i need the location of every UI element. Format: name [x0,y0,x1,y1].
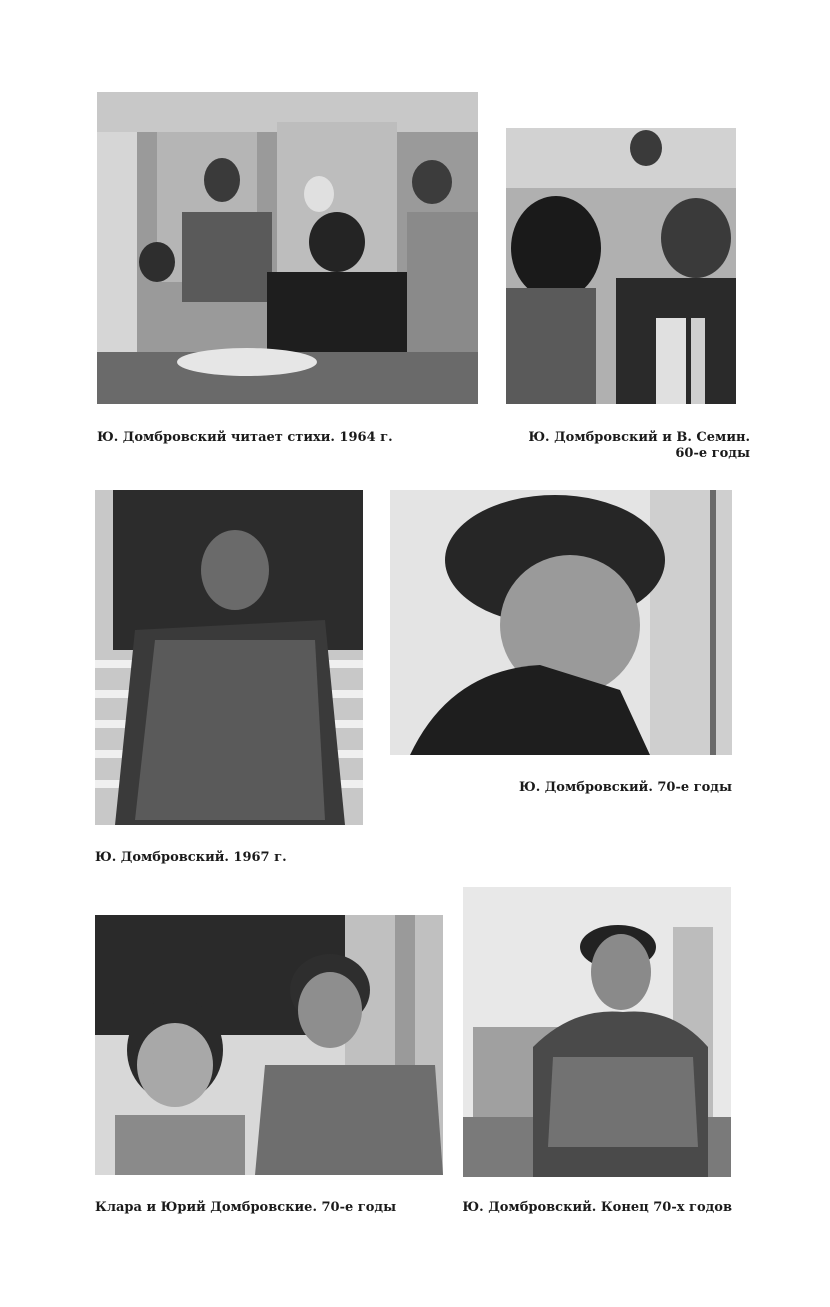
caption-photo2-line2: 60-е годы [675,446,750,461]
photo-dombrovsky-profile [390,490,732,755]
caption-photo4: Ю. Домбровский. 70-е годы [518,780,732,795]
caption-photo3: Ю. Домбровский. 1967 г. [95,850,287,865]
caption-photo2-line1: Ю. Домбровский и В. Семин. [528,430,750,445]
photo-dombrovsky-late-70s [463,887,731,1177]
caption-photo2 [528,430,750,462]
photo-dombrovsky-1967 [95,490,363,825]
photo-klara-yuri [95,915,443,1175]
caption-photo1: Ю. Домбровский читает стихи. 1964 г. [97,430,393,445]
photo-group-reading [97,92,478,404]
photo-dombrovsky-semin [506,128,736,404]
caption-photo5: Клара и Юрий Домбровские. 70-е годы [95,1200,397,1215]
caption-photo6: Ю. Домбровский. Конец 70-х годов [462,1200,732,1215]
